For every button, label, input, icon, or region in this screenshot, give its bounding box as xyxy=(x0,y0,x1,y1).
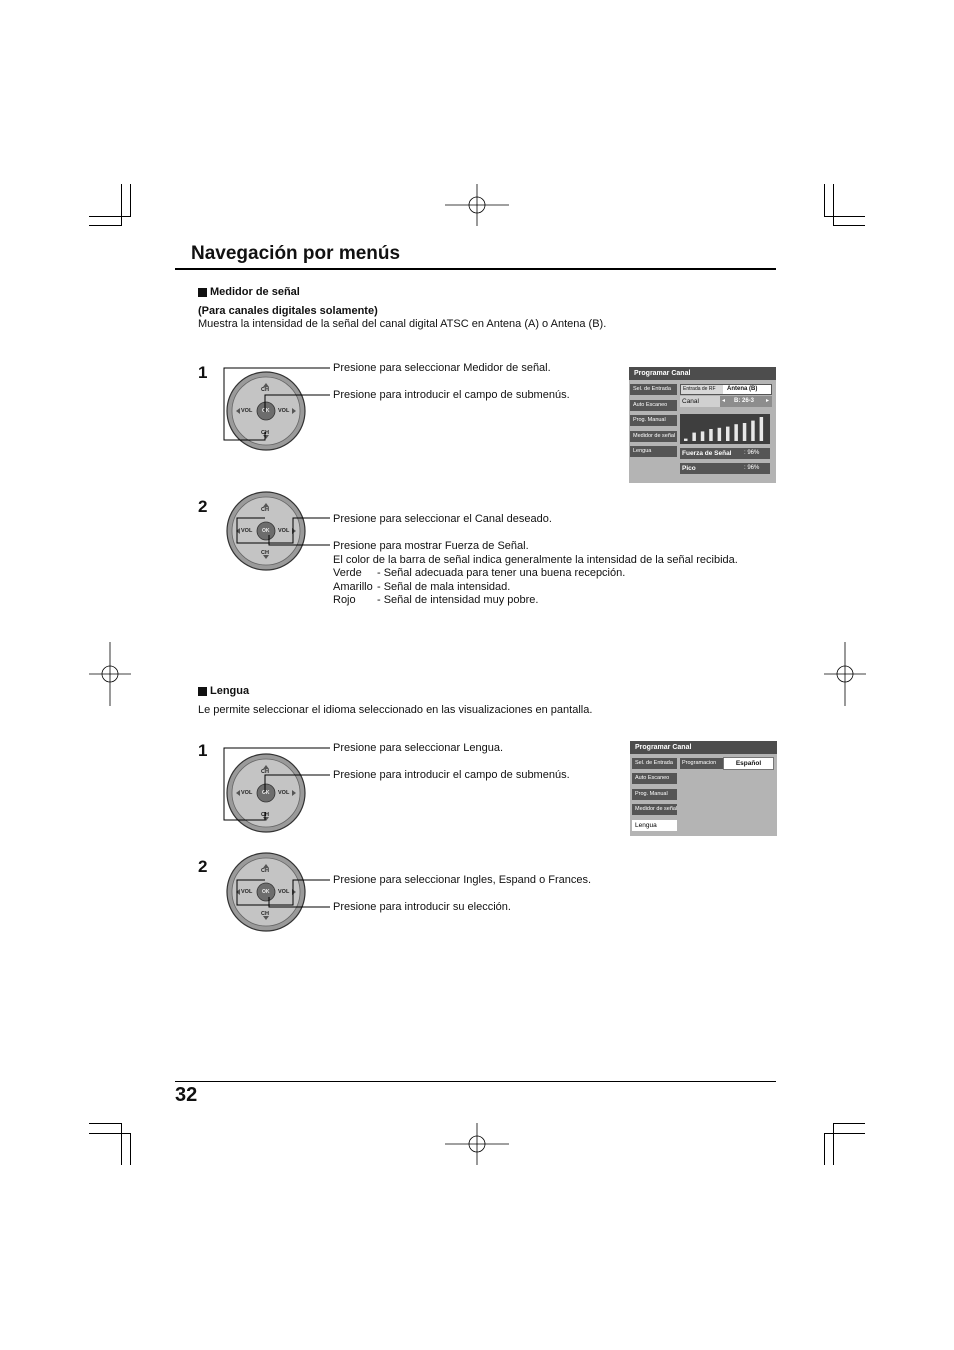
ch-up-label: CH xyxy=(261,387,269,393)
step-number: 1 xyxy=(198,741,208,760)
crop-mark xyxy=(824,216,865,217)
instruction-text: Presione para introducir el campo de submenús. xyxy=(333,769,570,781)
crop-mark xyxy=(824,184,825,216)
registration-mark xyxy=(824,642,866,706)
instruction-text: Presione para seleccionar Lengua. xyxy=(333,742,504,754)
vol-left-label: VOL xyxy=(241,889,253,895)
pico-value: : 96% xyxy=(744,465,760,471)
crop-mark xyxy=(824,1133,865,1134)
menu-title: Programar Canal xyxy=(630,741,777,754)
lengua-heading-text: Lengua xyxy=(210,685,250,697)
fuerza-label: Fuerza de Señal xyxy=(682,450,732,457)
instruction-text: El color de la barra de señal indica generalmente la intensidad de la señal recibida. xyxy=(333,554,738,566)
menu-item[interactable]: Sel. de Entrada xyxy=(630,384,677,395)
instruction-text: Presione para seleccionar el Canal deseado. xyxy=(333,513,552,525)
prog-label: Programacion xyxy=(680,758,723,769)
signal-bar xyxy=(709,429,713,441)
callout-lines xyxy=(225,505,330,555)
instruction-text: Presione para seleccionar Ingles, Espand o Frances. xyxy=(333,874,592,886)
menu-item-selected[interactable]: Lengua xyxy=(632,820,677,831)
menu-item[interactable]: Sel. de Entrada xyxy=(632,758,677,769)
crop-mark xyxy=(89,1123,121,1124)
instruction-text: Presione para introducir el campo de submenús. xyxy=(333,389,570,401)
fuerza-value: : 96% xyxy=(744,450,760,456)
menu-item[interactable]: Auto Escaneo xyxy=(632,773,677,784)
menu-item[interactable]: Auto Escaneo xyxy=(630,400,677,411)
menu-item[interactable]: Medidor de señal xyxy=(632,804,677,815)
lengua-description: Le permite seleccionar el idioma seleccionado en las visualizaciones en pantalla. xyxy=(198,704,593,716)
canal-value: B: 26-3 xyxy=(734,398,755,404)
title-rule xyxy=(175,268,776,270)
color-name: Verde xyxy=(333,567,362,579)
rf-input-row[interactable] xyxy=(680,384,772,395)
signal-meter-description: Muestra la intensidad de la señal del canal digital ATSC en Antena (A) o Antena (B). xyxy=(198,318,607,330)
signal-bars xyxy=(680,414,770,444)
footer-rule xyxy=(175,1081,776,1082)
rf-value: Antena (B) xyxy=(727,386,758,392)
crop-mark xyxy=(121,1123,122,1165)
menu-item[interactable]: Prog. Manual xyxy=(632,789,677,800)
canal-row[interactable] xyxy=(680,396,772,407)
menu-item[interactable]: Lengua xyxy=(630,446,677,457)
instruction-text: Presione para mostrar Fuerza de Señal. xyxy=(333,540,529,552)
vol-right-label: VOL xyxy=(278,889,290,895)
registration-mark xyxy=(89,642,131,706)
crop-mark xyxy=(89,216,131,217)
vol-left-label: VOL xyxy=(241,528,253,534)
vol-right-label: VOL xyxy=(278,408,290,414)
signal-bar xyxy=(718,428,722,441)
signal-bar xyxy=(760,417,764,441)
color-desc: - Señal de mala intensidad. xyxy=(377,581,511,593)
crop-mark xyxy=(833,1123,834,1165)
fuerza-row xyxy=(680,448,770,459)
crop-mark xyxy=(130,184,131,216)
signal-bar xyxy=(734,424,738,441)
instruction-text: Presione para seleccionar Medidor de señal. xyxy=(333,362,551,374)
page-number: 32 xyxy=(175,1084,198,1106)
crop-mark xyxy=(824,1133,825,1165)
step-number: 2 xyxy=(198,497,208,516)
canal-label: Canal xyxy=(682,398,699,405)
crop-mark xyxy=(833,184,834,226)
rf-label: Entrada de RF xyxy=(681,385,723,394)
arrow-right-icon[interactable]: ▸ xyxy=(766,398,770,404)
signal-bar xyxy=(701,431,705,441)
ok-label: OK xyxy=(262,790,270,796)
vol-left-label: VOL xyxy=(241,790,253,796)
crop-mark xyxy=(89,225,121,226)
ch-down-label: CH xyxy=(261,812,269,818)
pico-label: Pico xyxy=(682,465,696,472)
crop-mark xyxy=(121,184,122,226)
ch-down-label: CH xyxy=(261,911,269,917)
signal-meter-heading-text: Medidor de señal xyxy=(210,286,300,298)
crop-mark xyxy=(833,1123,865,1124)
color-desc: - Señal de intensidad muy pobre. xyxy=(377,594,539,606)
registration-mark xyxy=(445,1123,509,1165)
signal-bar xyxy=(751,421,755,441)
page-title: Navegación por menús xyxy=(191,243,401,264)
ch-up-label: CH xyxy=(261,769,269,775)
step-number: 2 xyxy=(198,857,208,876)
signal-bar-graph xyxy=(680,414,770,444)
signal-meter-heading xyxy=(198,286,300,298)
signal-meter-subheading: (Para canales digitales solamente) xyxy=(198,305,378,317)
ok-label: OK xyxy=(262,528,270,534)
bullet-square-icon xyxy=(198,687,207,696)
signal-bar xyxy=(726,427,730,441)
callout-lines xyxy=(218,740,330,824)
lengua-heading xyxy=(198,685,249,697)
crop-mark xyxy=(89,1133,131,1134)
callout-lines xyxy=(225,867,330,917)
step-number: 1 xyxy=(198,363,208,382)
color-name: Amarillo xyxy=(333,581,373,593)
menu-item[interactable]: Medidor de señal xyxy=(630,431,677,442)
vol-right-label: VOL xyxy=(278,528,290,534)
crop-mark xyxy=(130,1133,131,1165)
signal-bar xyxy=(684,439,688,441)
menu-item[interactable]: Prog. Manual xyxy=(630,415,677,426)
ch-up-label: CH xyxy=(261,868,269,874)
ch-down-label: CH xyxy=(261,550,269,556)
ok-label: OK xyxy=(262,408,270,414)
vol-left-label: VOL xyxy=(241,408,253,414)
color-desc: - Señal adecuada para tener una buena recepción. xyxy=(377,567,626,579)
menu-lengua xyxy=(630,741,777,836)
pico-row xyxy=(680,463,770,474)
menu-signal-meter xyxy=(629,367,776,483)
arrow-left-icon[interactable]: ◂ xyxy=(722,398,726,404)
ch-up-label: CH xyxy=(261,507,269,513)
instruction-text: Presione para introducir su elección. xyxy=(333,901,511,913)
prog-value[interactable]: Español xyxy=(723,757,774,770)
callout-lines xyxy=(218,360,330,444)
ok-label: OK xyxy=(262,889,270,895)
menu-title: Programar Canal xyxy=(629,367,776,380)
signal-bar xyxy=(743,423,747,441)
signal-bar xyxy=(692,433,696,441)
vol-right-label: VOL xyxy=(278,790,290,796)
ch-down-label: CH xyxy=(261,430,269,436)
registration-mark xyxy=(445,184,509,226)
bullet-square-icon xyxy=(198,288,207,297)
color-name: Rojo xyxy=(333,594,356,606)
crop-mark xyxy=(833,225,865,226)
